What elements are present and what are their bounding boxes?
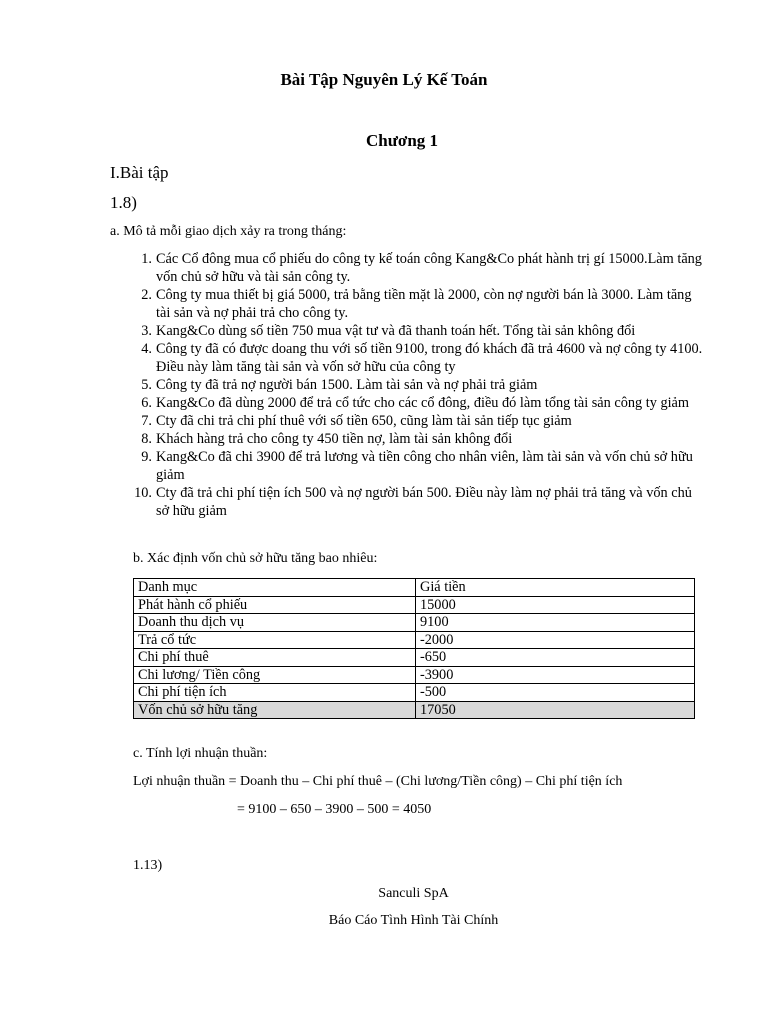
- table-cell: Doanh thu dịch vụ: [134, 614, 416, 632]
- table-cell: Chi phí tiện ích: [134, 684, 416, 702]
- list-item: [134, 376, 704, 394]
- chapter-heading: Chương 1: [365, 131, 439, 150]
- list-item: [134, 394, 704, 412]
- list-item: [134, 484, 704, 520]
- list-item-number: 10.: [134, 485, 152, 501]
- equity-table: [133, 578, 695, 719]
- list-item-text: Kang&Co dùng số tiền 750 mua vật tư và đã thanh toán hết. Tổng tài sản không đổi: [156, 323, 636, 339]
- list-item-number: 2.: [141, 287, 152, 303]
- table-cell: 9100: [416, 614, 695, 632]
- list-item-number: 9.: [141, 449, 152, 465]
- table-row: [134, 631, 695, 649]
- list-item: [134, 322, 704, 340]
- table-row: [134, 666, 695, 684]
- list-item-text: Cty đã chi trả chi phí thuê với số tiền 650, cũng làm tài sản tiếp tục giảm: [156, 413, 572, 429]
- table-cell: Chi phí thuê: [134, 649, 416, 667]
- profit-formula: Lợi nhuận thuần = Doanh thu – Chi phí thuê – (Chi lương/Tiền công) – Chi phí tiện ích: [133, 774, 623, 789]
- list-item-text: Công ty đã có được doang thu với số tiền 9100, trong đó khách đã trả 4600 và nợ công ty 4100. Điều này làm tăng tài sản và vốn sở hữu của công ty: [156, 341, 703, 375]
- table-total-value: 17050: [416, 701, 695, 719]
- list-item-number: 6.: [141, 395, 152, 411]
- list-item-text: Cty đã trả chi phí tiện ích 500 và nợ người bán 500. Điều này làm nợ phải trả tăng và vốn chủ sở hữu giảm: [156, 485, 692, 519]
- list-item-text: Công ty đã trả nợ người bán 1500. Làm tài sản và nợ phải trả giảm: [156, 377, 538, 393]
- list-item: [134, 250, 704, 286]
- table-cell: 15000: [416, 596, 695, 614]
- table-cell: Phát hành cổ phiếu: [134, 596, 416, 614]
- table-cell: -650: [416, 649, 695, 667]
- table-row: [134, 596, 695, 614]
- part-a-heading: a. Mô tả mỗi giao dịch xảy ra trong tháng:: [110, 224, 347, 239]
- list-item: [134, 430, 704, 448]
- company-name: Sanculi SpA: [378, 886, 449, 901]
- list-item-number: 1.: [141, 251, 152, 267]
- list-item-number: 4.: [141, 341, 152, 357]
- table-cell: Chi lương/ Tiền công: [134, 666, 416, 684]
- list-item-number: 5.: [141, 377, 152, 393]
- list-item-text: Kang&Co đã dùng 2000 để trả cổ tức cho các cổ đông, điều đó làm tổng tài sản công ty giảm: [156, 395, 690, 411]
- table-header-row: [134, 579, 695, 597]
- list-item-text: Các Cổ đông mua cổ phiếu do công ty kế toán công Kang&Co phát hành trị gí 15000.Làm tăng vốn chủ sở hữu và tài sản công ty.: [156, 251, 702, 285]
- table-total-label: Vốn chủ sở hữu tăng: [134, 701, 416, 719]
- table-header-cell: Danh mục: [134, 579, 416, 597]
- list-item: [134, 412, 704, 430]
- list-item-text: Công ty mua thiết bị giá 5000, trả bằng tiền mặt là 2000, còn nợ người bán là 3000. Làm tăng tài sản và nợ phải trả cho công ty.: [156, 287, 692, 321]
- list-item-number: 3.: [141, 323, 152, 339]
- document-title: Bài Tập Nguyên Lý Kế Toán: [280, 70, 488, 89]
- table-header-cell: Giá tiền: [416, 579, 695, 597]
- table-row: [134, 614, 695, 632]
- list-item-text: Khách hàng trả cho công ty 450 tiền nợ, làm tài sản không đổi: [156, 431, 513, 447]
- table-cell: Trả cổ tức: [134, 631, 416, 649]
- table-row: [134, 649, 695, 667]
- list-item: [134, 340, 704, 376]
- report-title: Báo Cáo Tình Hình Tài Chính: [328, 913, 499, 928]
- list-item: [134, 448, 704, 484]
- profit-calculation: = 9100 – 650 – 3900 – 500 = 4050: [237, 802, 432, 817]
- list-item-text: Kang&Co đã chi 3900 để trả lương và tiền công cho nhân viên, làm tài sản và vốn chủ sở hữu giảm: [156, 449, 693, 483]
- section-heading: I.Bài tập: [110, 163, 169, 182]
- part-b-heading: b. Xác định vốn chủ sở hữu tăng bao nhiêu:: [133, 551, 378, 566]
- table-cell: -3900: [416, 666, 695, 684]
- table-cell: -2000: [416, 631, 695, 649]
- list-item: [134, 286, 704, 322]
- table-row: [134, 684, 695, 702]
- exercise-number-2: 1.13): [133, 858, 163, 873]
- part-c-heading: c. Tính lợi nhuận thuần:: [133, 746, 268, 761]
- table-total-row: [134, 701, 695, 719]
- list-item-number: 8.: [141, 431, 152, 447]
- table-cell: -500: [416, 684, 695, 702]
- exercise-number: 1.8): [110, 193, 137, 212]
- transaction-list: [134, 250, 704, 520]
- list-item-number: 7.: [141, 413, 152, 429]
